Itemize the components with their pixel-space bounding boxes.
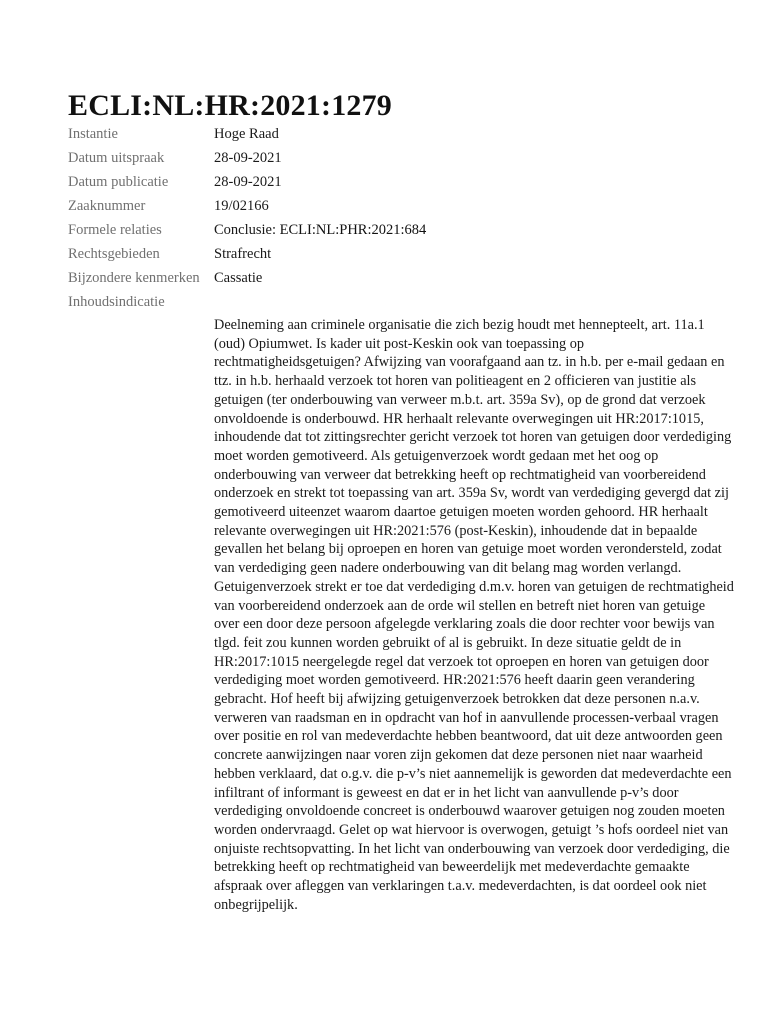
- bijzondere-kenmerken-value: Cassatie: [214, 270, 263, 286]
- datum-uitspraak-value: 28-09-2021: [214, 150, 282, 166]
- rechtsgebieden-value: Strafrecht: [214, 246, 272, 262]
- instantie-value: Hoge Raad: [214, 126, 279, 142]
- meta-row-formele-relaties: [68, 220, 740, 244]
- meta-row-zaaknummer: [68, 196, 740, 220]
- inhoudsindicatie-text: Deelneming aan criminele organisatie die zich bezig houdt met hennepteelt, art. 11a.1 (oud) Opiumwet. Is kader uit post-Keskin ook van toepassing op rechtmatigheidsgetuigen? Afwijzing van voorafgaand aan tz. in h.b. per e-mail gedaan en ttz. in h.b. herhaald verzoek tot horen van politieagent en 2 officieren van justitie als getuigen (ter onderbouwing van verweer m.b.t. art. 359a Sv), op de grond dat verzoek onvoldoende is onderbouwd. HR herhaalt relevante overwegingen uit HR:2017:1015, inhoudende dat tot zittingsrechter gericht verzoek tot horen van getuigen door verdediging moet worden gemotiveerd. Als getuigenverzoek wordt gedaan met het oog op onderbouwing van verweer dat betrekking heeft op rechtmatigheid van voorbereidend onderzoek en strekt tot toepassing van art. 359a Sv, wordt van verdediging gevergd dat zij gemotiveerd uiteenzet waarom daartoe getuigen moeten worden gehoord. HR herhaalt relevante overwegingen uit HR:2021:576 (post-Keskin), inhoudende dat in bepaalde gevallen het belang bij oproepen en horen van getuige moet worden verondersteld, zodat van verdediging geen nadere onderbouwing van dit belang mag worden verlangd. Getuigenverzoek strekt er toe dat verdediging d.m.v. horen van getuigen de rechtmatigheid van voorbereidend onderzoek aan de orde wil stellen en betreft niet horen van getuige over een door deze persoon afgelegde verklaring zoals die door rechter voor bewijs van tlgd. feit zou kunnen worden gebruikt of al is gebruikt. In deze situatie geldt de in HR:2017:1015 neergelegde regel dat verzoek tot oproepen en horen van getuigen door verdediging moet worden gemotiveerd. HR:2021:576 heeft daarin geen verandering gebracht. Hof heeft bij afwijzing getuigenverzoek betrokken dat deze personen n.a.v. verweren van raadsman en in opdracht van hof in aanvullende processen-verbaal vragen over positie en rol van medeverdachte hebben beantwoord, dat uit deze antwoorden geen concrete aanwijzingen naar voren zijn gekomen dat deze personen niet naar waarheid hebben verklaard, dat o.g.v. die p-v’s niet aannemelijk is geworden dat medeverdachte een infiltrant of informant is geweest en dat er in het licht van aanvullende p-v’s door verdediging onvoldoende concreet is onderbouwd waarover getuigen nog zouden moeten worden ondervraagd. Gelet op wat hiervoor is overwogen, getuigt ’s hofs oordeel niet van onjuiste rechtsopvatting. In het licht van onderbouwing van verzoek door verdediging, die betrekking heeft op rechtmatigheid van beweerdelijk met medeverdachte gemaakte afspraak over afleggen van verklaringen t.a.v. medeverdachten, is dat oordeel ook niet onbegrijpelijk.: [214, 317, 734, 913]
- bijzondere-kenmerken-label: Bijzondere kenmerken: [68, 270, 200, 286]
- meta-row-datum-publicatie: [68, 172, 740, 196]
- formele-relaties-value: [214, 220, 426, 240]
- meta-row-rechtsgebieden: [68, 244, 740, 268]
- meta-row-inhoudsindicatie: [68, 292, 740, 316]
- rechtsgebieden-label: Rechtsgebieden: [68, 246, 160, 262]
- metadata-table: [68, 124, 740, 316]
- zaaknummer-label: Zaaknummer: [68, 198, 146, 214]
- document-title: ECLI:NL:HR:2021:1279: [68, 89, 392, 122]
- datum-publicatie-label: Datum publicatie: [68, 174, 169, 190]
- datum-publicatie-value: 28-09-2021: [214, 174, 282, 190]
- inhoudsindicatie-label: Inhoudsindicatie: [68, 294, 165, 310]
- conclusie-link[interactable]: ECLI:NL:PHR:2021:684: [279, 222, 427, 238]
- meta-row-bijzondere-kenmerken: [68, 268, 740, 292]
- meta-row-instantie: [68, 124, 740, 148]
- zaaknummer-value: 19/02166: [214, 198, 269, 214]
- formele-relaties-prefix: Conclusie:: [214, 222, 280, 238]
- datum-uitspraak-label: Datum uitspraak: [68, 150, 165, 166]
- meta-row-datum-uitspraak: [68, 148, 740, 172]
- formele-relaties-label: Formele relaties: [68, 222, 162, 238]
- instantie-label: Instantie: [68, 126, 118, 142]
- document-page: [68, 88, 740, 915]
